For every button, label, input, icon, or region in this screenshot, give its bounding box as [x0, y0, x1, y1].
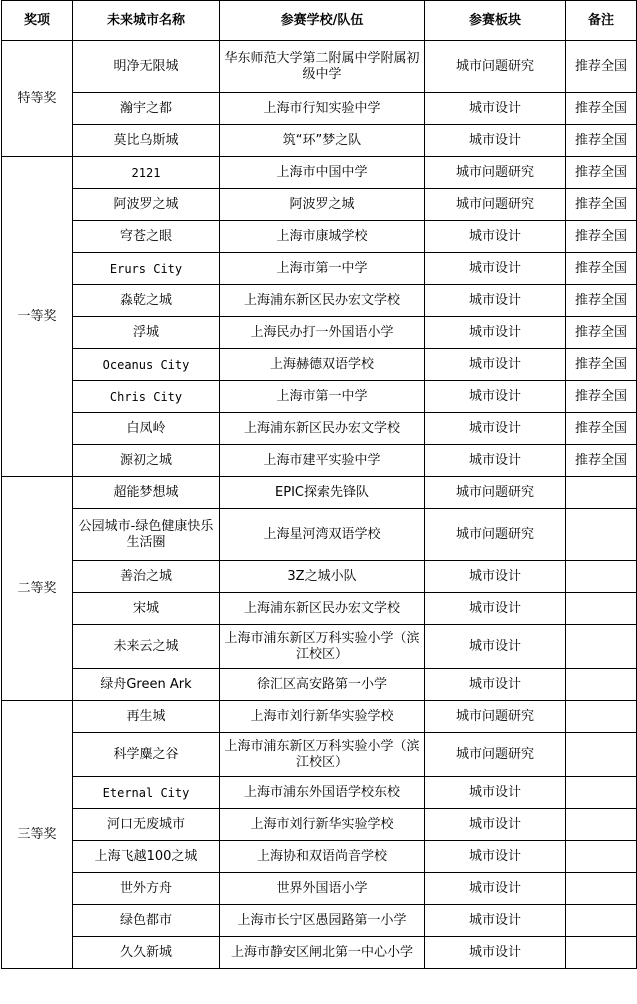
city-name: 再生城	[73, 701, 220, 733]
team-name: 华东师范大学第二附属中学附属初级中学	[220, 41, 425, 93]
category: 城市设计	[425, 125, 566, 157]
category: 城市问题研究	[425, 477, 566, 509]
team-name: 上海浦东新区民办宏文学校	[220, 593, 425, 625]
table-row	[2, 841, 637, 873]
category: 城市设计	[425, 221, 566, 253]
team-name: EPIC探索先锋队	[220, 477, 425, 509]
header-city: 未来城市名称	[73, 1, 220, 41]
city-name: 世外方舟	[73, 873, 220, 905]
note: 推荐全国	[566, 125, 637, 157]
team-name: 上海市浦东新区万科实验小学（滨江校区）	[220, 733, 425, 777]
table-row	[2, 873, 637, 905]
note	[566, 593, 637, 625]
table-row	[2, 809, 637, 841]
team-name: 上海市刘行新华实验学校	[220, 701, 425, 733]
city-name: 超能梦想城	[73, 477, 220, 509]
note	[566, 841, 637, 873]
category: 城市设计	[425, 93, 566, 125]
city-name: 穹苍之眼	[73, 221, 220, 253]
category: 城市设计	[425, 445, 566, 477]
note	[566, 873, 637, 905]
note: 推荐全国	[566, 157, 637, 189]
category: 城市设计	[425, 285, 566, 317]
note: 推荐全国	[566, 413, 637, 445]
note: 推荐全国	[566, 41, 637, 93]
team-name: 上海市第一中学	[220, 253, 425, 285]
note	[566, 905, 637, 937]
header-category: 参赛板块	[425, 1, 566, 41]
city-name: Oceanus City	[73, 349, 220, 381]
note	[566, 669, 637, 701]
category: 城市问题研究	[425, 701, 566, 733]
note: 推荐全国	[566, 285, 637, 317]
table-row	[2, 41, 637, 93]
table-row	[2, 285, 637, 317]
team-name: 上海市静安区闸北第一中心小学	[220, 937, 425, 969]
note: 推荐全国	[566, 93, 637, 125]
category: 城市设计	[425, 317, 566, 349]
header-row	[2, 1, 637, 41]
note: 推荐全国	[566, 189, 637, 221]
team-name: 阿波罗之城	[220, 189, 425, 221]
table-row	[2, 413, 637, 445]
city-name: 莫比乌斯城	[73, 125, 220, 157]
note: 推荐全国	[566, 381, 637, 413]
team-name: 上海市浦东新区万科实验小学（滨江校区）	[220, 625, 425, 669]
table-row	[2, 669, 637, 701]
category: 城市设计	[425, 937, 566, 969]
city-name: 淼乾之城	[73, 285, 220, 317]
note	[566, 625, 637, 669]
note	[566, 777, 637, 809]
category: 城市问题研究	[425, 157, 566, 189]
note	[566, 509, 637, 561]
team-name: 上海协和双语尚音学校	[220, 841, 425, 873]
category: 城市设计	[425, 669, 566, 701]
team-name: 上海市中国中学	[220, 157, 425, 189]
note: 推荐全国	[566, 445, 637, 477]
note	[566, 809, 637, 841]
table-row	[2, 561, 637, 593]
award-group-label: 特等奖	[2, 41, 73, 157]
category: 城市设计	[425, 625, 566, 669]
city-name: 久久新城	[73, 937, 220, 969]
city-name: 瀚宇之都	[73, 93, 220, 125]
table-row	[2, 937, 637, 969]
table-row	[2, 593, 637, 625]
note: 推荐全国	[566, 221, 637, 253]
team-name: 上海市行知实验中学	[220, 93, 425, 125]
award-group-label: 一等奖	[2, 157, 73, 477]
note	[566, 701, 637, 733]
note	[566, 477, 637, 509]
table-row	[2, 905, 637, 937]
note	[566, 733, 637, 777]
table-row	[2, 445, 637, 477]
city-name: 宋城	[73, 593, 220, 625]
city-name: 河口无废城市	[73, 809, 220, 841]
table-row	[2, 221, 637, 253]
table-body	[2, 41, 637, 969]
team-name: 上海市康城学校	[220, 221, 425, 253]
category: 城市设计	[425, 253, 566, 285]
team-name: 上海市第一中学	[220, 381, 425, 413]
category: 城市问题研究	[425, 509, 566, 561]
city-name: 绿舟Green Ark	[73, 669, 220, 701]
note	[566, 937, 637, 969]
team-name: 3Z之城小队	[220, 561, 425, 593]
category: 城市问题研究	[425, 41, 566, 93]
table-row	[2, 189, 637, 221]
award-group-label: 二等奖	[2, 477, 73, 701]
table-row	[2, 317, 637, 349]
city-name: 白凤岭	[73, 413, 220, 445]
table-row	[2, 625, 637, 669]
note	[566, 561, 637, 593]
category: 城市设计	[425, 413, 566, 445]
category: 城市设计	[425, 381, 566, 413]
team-name: 徐汇区高安路第一小学	[220, 669, 425, 701]
city-name: 上海飞越100之城	[73, 841, 220, 873]
team-name: 上海浦东新区民办宏文学校	[220, 413, 425, 445]
team-name: 上海民办打一外国语小学	[220, 317, 425, 349]
category: 城市问题研究	[425, 733, 566, 777]
table-row	[2, 157, 637, 189]
table-row	[2, 125, 637, 157]
team-name: 上海赫德双语学校	[220, 349, 425, 381]
table-header	[2, 1, 637, 41]
city-name: Chris City	[73, 381, 220, 413]
table-row	[2, 253, 637, 285]
note: 推荐全国	[566, 349, 637, 381]
category: 城市设计	[425, 593, 566, 625]
category: 城市设计	[425, 561, 566, 593]
city-name: 2121	[73, 157, 220, 189]
city-name: 源初之城	[73, 445, 220, 477]
category: 城市设计	[425, 777, 566, 809]
city-name: 善治之城	[73, 561, 220, 593]
category: 城市设计	[425, 349, 566, 381]
category: 城市设计	[425, 841, 566, 873]
team-name: 上海市长宁区愚园路第一小学	[220, 905, 425, 937]
note: 推荐全国	[566, 317, 637, 349]
category: 城市设计	[425, 905, 566, 937]
city-name: Erurs City	[73, 253, 220, 285]
header-note: 备注	[566, 1, 637, 41]
table-row	[2, 509, 637, 561]
table-row	[2, 477, 637, 509]
table-row	[2, 93, 637, 125]
team-name: 上海市刘行新华实验学校	[220, 809, 425, 841]
category: 城市问题研究	[425, 189, 566, 221]
city-name: 阿波罗之城	[73, 189, 220, 221]
table-row	[2, 701, 637, 733]
header-award: 奖项	[2, 1, 73, 41]
team-name: 上海市浦东外国语学校东校	[220, 777, 425, 809]
category: 城市设计	[425, 809, 566, 841]
table-row	[2, 349, 637, 381]
team-name: 世界外国语小学	[220, 873, 425, 905]
header-team: 参赛学校/队伍	[220, 1, 425, 41]
city-name: 浮城	[73, 317, 220, 349]
awards-table	[1, 0, 637, 969]
city-name: 公园城市-绿色健康快乐生活圈	[73, 509, 220, 561]
city-name: 绿色都市	[73, 905, 220, 937]
team-name: 上海市建平实验中学	[220, 445, 425, 477]
table-row	[2, 381, 637, 413]
team-name: 上海浦东新区民办宏文学校	[220, 285, 425, 317]
table-row	[2, 777, 637, 809]
team-name: 筑“环”梦之队	[220, 125, 425, 157]
city-name: 明净无限城	[73, 41, 220, 93]
award-group-label: 三等奖	[2, 701, 73, 969]
category: 城市设计	[425, 873, 566, 905]
table-row	[2, 733, 637, 777]
city-name: 科学麋之谷	[73, 733, 220, 777]
city-name: 未来云之城	[73, 625, 220, 669]
team-name: 上海星河湾双语学校	[220, 509, 425, 561]
city-name: Eternal City	[73, 777, 220, 809]
note: 推荐全国	[566, 253, 637, 285]
